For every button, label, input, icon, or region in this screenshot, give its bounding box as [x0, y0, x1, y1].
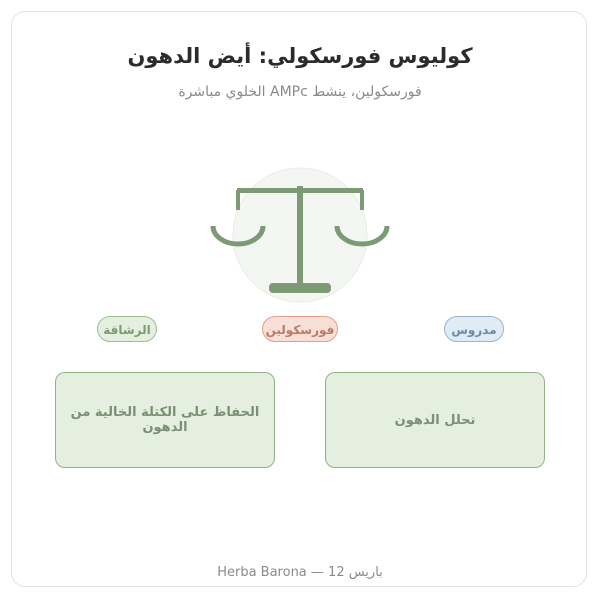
footer-credit: باريس 12 — Herba Barona	[217, 565, 383, 580]
benefit-box-lipolysis	[325, 372, 545, 468]
scale-left-arm	[236, 190, 240, 210]
benefit-lean-mass-label: الحفاظ على الكتلة الخالية من الدهون	[70, 405, 260, 435]
tag-pill-slimness: الرشاقة	[97, 316, 157, 342]
tag-pill-studied: مدروس	[444, 316, 504, 342]
benefit-box-lean-mass	[55, 372, 275, 468]
page-subtitle: فورسكولين، ينشط AMPc الخلوي مباشرة	[178, 84, 422, 100]
tag-pill-forskolin: فورسكولين	[262, 316, 338, 342]
benefit-lipolysis-label: تحلل الدهون	[394, 412, 476, 428]
scale-base	[269, 283, 331, 293]
page-title: كوليوس فورسكولي: أيض الدهون	[127, 44, 473, 68]
scale-pillar	[297, 186, 303, 286]
scale-right-arm	[360, 190, 364, 210]
balance-scale-icon	[200, 160, 400, 310]
